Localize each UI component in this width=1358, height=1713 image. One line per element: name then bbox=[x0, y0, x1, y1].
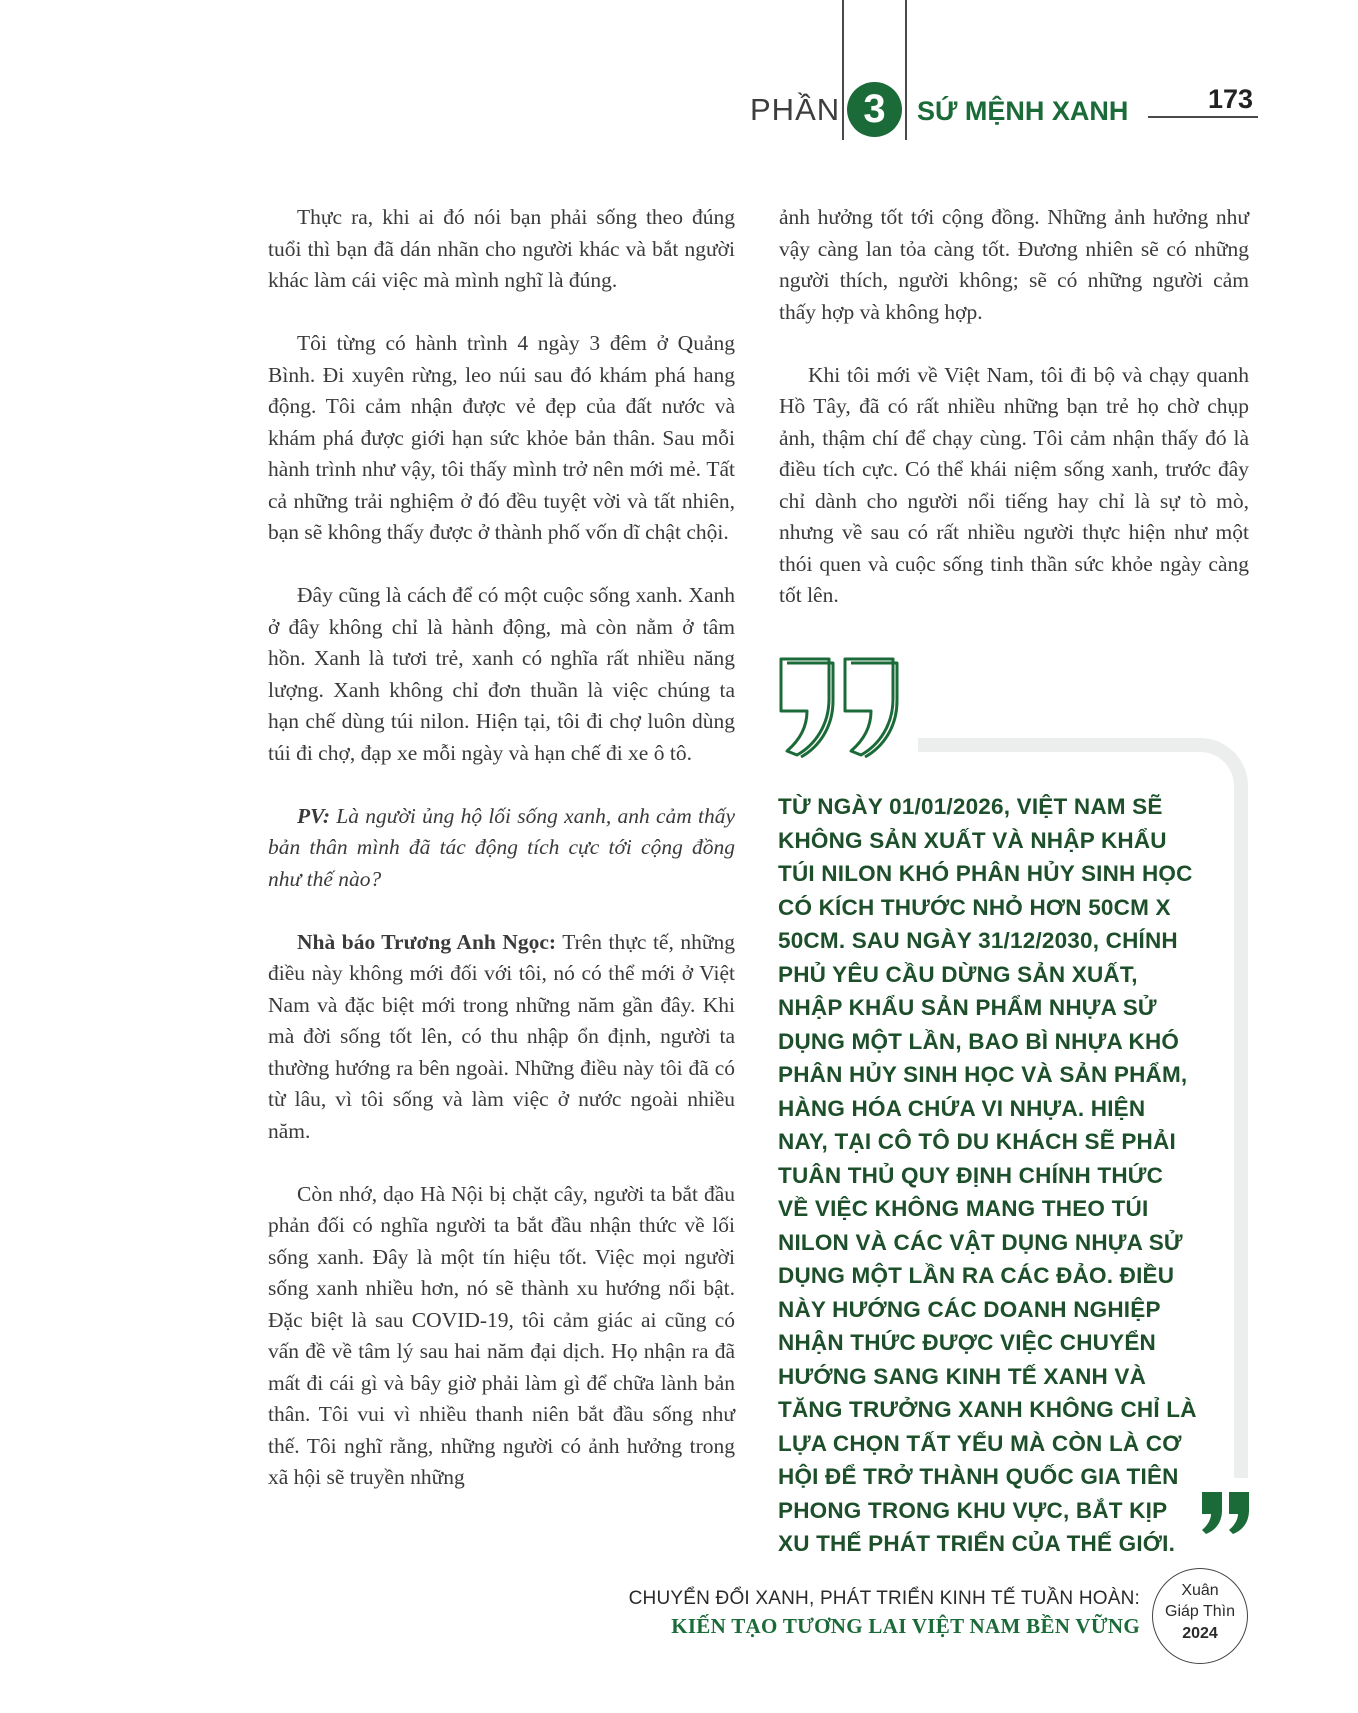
page-number: 173 bbox=[1208, 84, 1254, 114]
header-divider-left bbox=[842, 0, 844, 140]
seal-year: 2024 bbox=[1182, 1625, 1218, 1642]
section-title: SỨ MỆNH XANH bbox=[917, 96, 1129, 126]
paragraph: Thực ra, khi ai đó nói bạn phải sống theo đúng tuổi thì bạn đã dán nhãn cho người khác và bắt người khác làm cái việc mà mình nghĩ là đúng. bbox=[268, 205, 735, 292]
answer-text: Trên thực tế, những điều này không mới đối với tôi, nó có thể mới ở Việt Nam và đặc biệt mới trong những năm gần đây. Khi mà đời sống tốt lên, có thu nhập ổn định, người ta thường hướng ra bên ngoài. Những điều này tôi đã có từ lâu, vì tôi sống và làm việc ở nước ngoài nhiều năm. bbox=[268, 929, 736, 1143]
question-label: PV: bbox=[297, 803, 331, 828]
paragraph: Khi tôi mới về Việt Nam, tôi đi bộ và chạy quanh Hồ Tây, đã có rất nhiều những bạn trẻ họ chờ chụp ảnh, thậm chí để chạy cùng. Tôi cảm nhận thấy đó là điều tích cực. Có thể khái niệm sống xanh, trước đây chỉ dành cho người nổi tiếng hay chỉ là sự tò mò, nhưng về sau có rất nhiều người thực hiện như một thói quen và cuộc sống tinh thần sức khỏe ngày càng tốt lên. bbox=[779, 362, 1249, 607]
paragraph: Đây cũng là cách để có một cuộc sống xanh. Xanh ở đây không chỉ là hành động, mà còn nằm ở tâm hồn. Xanh là tươi trẻ, xanh có nghĩa rất nhiều năng lượng. Xanh không chỉ đơn thuần là việc chúng ta hạn chế dùng túi nilon. Hiện tại, tôi đi chợ luôn dùng túi đi chợ, đạp xe mỗi ngày và hạn chế đi xe ô tô. bbox=[268, 583, 735, 765]
edition-seal bbox=[1152, 1568, 1248, 1664]
close-quote-icon bbox=[1200, 1492, 1252, 1534]
paragraph: Còn nhớ, dạo Hà Nội bị chặt cây, người ta bắt đầu phản đối có nghĩa người ta bắt đầu nhận thức về lối sống xanh. Đây là một tín hiệu tốt. Việc mọi người sống xanh nhiều hơn, nó sẽ thành xu hướng nổi bật. Đặc biệt là sau COVID-19, tôi cảm giác ai cũng có vấn đề về tâm lý sau hai năm đại dịch. Họ nhận ra đã mất đi cái gì và bây giờ phải làm gì để chữa lành bản thân. Tôi vui vì nhiều thanh niên bắt đầu sống như thế. Tôi nghĩ rằng, những người có ảnh hưởng trong xã hội sẽ truyền những bbox=[268, 1181, 735, 1489]
speaker-name: Nhà báo Trương Anh Ngọc: bbox=[297, 929, 557, 954]
question-text: Là người ủng hộ lối sống xanh, anh cảm thấy bản thân mình đã tác động tích cực tới cộng đồng như thế nào? bbox=[268, 803, 736, 891]
part-number-badge: 3 bbox=[847, 82, 902, 137]
quote-text: TỪ NGÀY 01/01/2026, VIỆT NAM SẼ KHÔNG SẢN XUẤT VÀ NHẬP KHẨU TÚI NILON KHÓ PHÂN HỦY SINH HỌC CÓ KÍCH THƯỚC NHỎ HƠN 50CM X 50CM. SAU NGÀY 31/12/2030, CHÍNH PHỦ YÊU CẦU DỪNG SẢN XUẤT, NHẬP KHẨU SẢN PHẨM NHỰA SỬ DỤNG MỘT LẦN, BAO BÌ NHỰA KHÓ PHÂN HỦY SINH HỌC VÀ SẢN PHẨM, HÀNG HÓA CHỨA VI NHỰA. HIỆN NAY, TẠI CÔ TÔ DU KHÁCH SẼ PHẢI TUÂN THỦ QUY ĐỊNH CHÍNH THỨC VỀ VIỆC KHÔNG MANG THEO TÚI NILON VÀ CÁC VẬT DỤNG NHỰA SỬ DỤNG MỘT LẦN RA CÁC ĐẢO. ĐIỀU NÀY HƯỚNG CÁC DOANH NGHIỆP NHẬN THỨC ĐƯỢC VIỆC CHUYỂN HƯỚNG SANG KINH TẾ XANH VÀ TĂNG TRƯỞNG XANH KHÔNG CHỈ LÀ LỰA CHỌN TẤT YẾU MÀ CÒN LÀ CƠ HỘI ĐỂ TRỞ THÀNH QUỐC GIA TIÊN PHONG TRONG KHU VỰC, BẮT KỊP XU THẾ PHÁT TRIỂN CỦA THẾ GIỚI. bbox=[778, 794, 1197, 1556]
part-label: PHẦN bbox=[750, 92, 841, 127]
interview-question bbox=[268, 801, 735, 896]
seal-line-1: Xuân bbox=[1181, 1582, 1219, 1599]
right-column bbox=[779, 202, 1249, 643]
header-divider-right bbox=[905, 0, 907, 140]
left-column bbox=[268, 202, 735, 1525]
footer-series-title: CHUYỂN ĐỔI XANH, PHÁT TRIỂN KINH TẾ TUẦN HOÀN: bbox=[628, 1588, 1140, 1609]
open-quote-icon bbox=[775, 655, 905, 760]
paragraph: ảnh hưởng tốt tới cộng đồng. Những ảnh hưởng như vậy càng lan tỏa càng tốt. Đương nhiên sẽ có những người thích, người không; sẽ có những người cảm thấy hợp và không hợp. bbox=[779, 205, 1249, 324]
answer-paragraph bbox=[268, 927, 735, 1148]
paragraph: Tôi từng có hành trình 4 ngày 3 đêm ở Quảng Bình. Đi xuyên rừng, leo núi sau đó khám phá hang động. Tôi cảm nhận được vẻ đẹp của đất nước và khám phá được giới hạn sức khỏe bản thân. Sau mỗi hành trình như vậy, tôi thấy mình trở nên mới mẻ. Tất cả những trải nghiệm ở đó đều tuyệt vời và tất nhiên, bạn sẽ không thấy được ở thành phố vốn dĩ chật chội. bbox=[268, 331, 735, 544]
page-number-rule bbox=[1148, 116, 1258, 118]
footer-book-title: KIẾN TẠO TƯƠNG LAI VIỆT NAM BỀN VỮNG bbox=[671, 1614, 1140, 1638]
seal-line-2: Giáp Thìn bbox=[1165, 1603, 1235, 1620]
